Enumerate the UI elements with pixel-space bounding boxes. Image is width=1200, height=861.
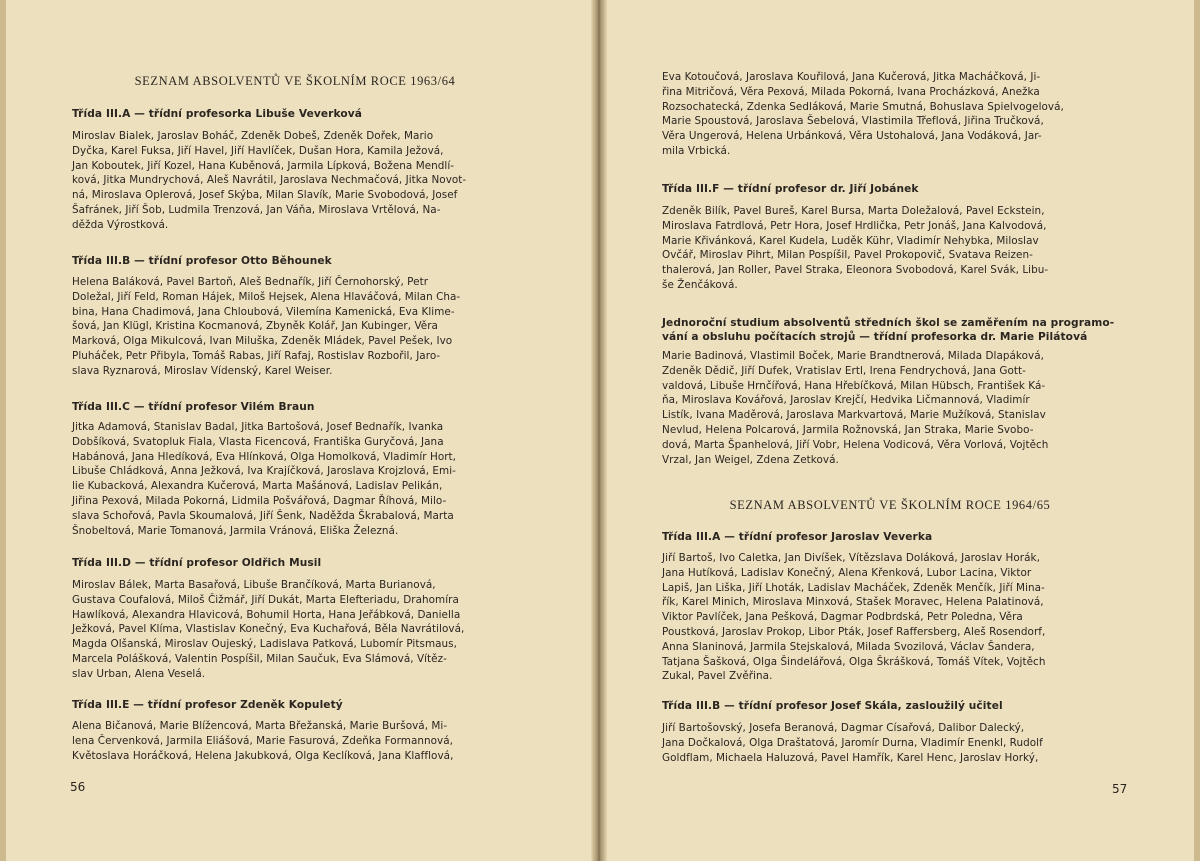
- class-heading-3a-1964: Třída III.A — třídní profesor Jaroslav Veverka: [662, 531, 933, 543]
- left-page: [0, 0, 597, 861]
- book-gutter: [591, 0, 607, 861]
- section-title-1964-65: SEZNAM ABSOLVENTŮ VE ŠKOLNÍM ROCE 1964/65: [729, 498, 1051, 512]
- right-page: [600, 0, 1200, 861]
- student-list-3c: Jitka Adamová, Stanislav Badal, Jitka Bartošová, Josef Bednařík, Ivanka Dobšíková, Svatopluk Fiala, Vlasta Ficencová, Františka Guryčová, Jana Habánová, Jana Hledíková, Eva Hlínková, Olga Homolková, Vladimír Hort, Libuše Chládková, Anna Ježková, Iva Krajíčková, Jaroslava Krojzlová, Emi- lie Kubacková, Alexandra Kučerová, Marta Mašánová, Ladislav Pelikán, Jiřina Pexová, Milada Pokorná, Lidmila Pošvářová, Dagmar Říhová, Milo- slava Schořová, Pavla Skoumalová, Jiří Šenk, Naděžda Škrabalová, Marta Šnobeltová, Marie Tomanová, Jarmila Vránová, Eliška Železná.: [72, 421, 457, 537]
- page-number-left: 56: [70, 780, 86, 794]
- class-heading-3f: Třída III.F — třídní profesor dr. Jiří Jobánek: [662, 183, 919, 195]
- left-page-edge: [0, 0, 6, 861]
- class-heading-3b-1964: Třída III.B — třídní profesor Josef Skála, zasloužilý učitel: [662, 700, 1003, 712]
- student-list-3d: Miroslav Bálek, Marta Basařová, Libuše Brančíková, Marta Burianová, Gustava Coufalová, Miloš Čižmář, Jiří Dukát, Marta Elefteriadu, Drahomíra Hawlíková, Alexandra Hlavicová, Bohumil Horta, Hana Jeřábková, Daniella Ježková, Pavel Klíma, Vlastislav Konečný, Eva Kuchařová, Běla Navrátilová, Magda Olšanská, Miroslav Oujeský, Ladislava Patková, Lubomír Pitsmaus, Marcela Polášková, Valentin Pospíšil, Milan Saučuk, Eva Slámová, Vítěz- slav Urban, Alena Veselá.: [72, 579, 465, 680]
- section-title-1963-64: SEZNAM ABSOLVENTŮ VE ŠKOLNÍM ROCE 1963/64: [134, 74, 456, 88]
- student-list-3f: Zdeněk Bilík, Pavel Bureš, Karel Bursa, Marta Doležalová, Pavel Eckstein, Miroslava Fatrdlová, Petr Hora, Josef Hrdlička, Petr Jonáš, Jana Kalvodová, Marie Křivánková, Karel Kudela, Luděk Kühr, Vladimír Nehybka, Miloslav Ovčář, Miroslav Pihrt, Milan Pospíšil, Pavel Prokopovič, Svatava Reizen- thalerová, Jan Roller, Pavel Straka, Eleonora Svobodová, Karel Svák, Libu- še Ženčáková.: [662, 205, 1049, 291]
- class-heading-3e: Třída III.E — třídní profesor Zdeněk Kopuletý: [72, 699, 343, 711]
- class-heading-3d: Třída III.D — třídní profesor Oldřich Musil: [72, 557, 322, 569]
- class-heading-one-year-study: Jednoroční studium absolventů středních škol se zaměřením na programo- vání a obsluhu počítacích strojů — třídní profesorka dr. Marie Pilátová: [662, 317, 1115, 343]
- right-page-edge: [1194, 0, 1200, 861]
- student-list-one-year-study: Marie Badinová, Vlastimil Boček, Marie Brandtnerová, Milada Dlapáková, Zdeněk Dědič, Jiří Dufek, Vratislav Ertl, Irena Fendrychová, Jana Gott- valdová, Libuše Hrnčířová, Hana Hřebíčková, Milan Hübsch, František Ká- ňa, Miroslava Kovářová, Jaroslav Krejčí, Hedvika Ličmannová, Vladimír Listík, Ivana Maděrová, Jaroslava Markvartová, Marie Mužíková, Stanislav Nevlud, Helena Polcarová, Jarmila Rožnovská, Jan Straka, Marie Svobo- dová, Marta Španhelová, Jiří Vobr, Helena Vodicová, Věra Vorlová, Vojtěch Vrzal, Jan Weigel, Zdena Zetková.: [662, 350, 1049, 466]
- student-list-3b-1964: Jiří Bartošovský, Josefa Beranová, Dagmar Císařová, Dalibor Dalecký, Jana Dočkalová, Olga Draštatová, Jaromír Durna, Vladimír Enenkl, Rudolf Goldflam, Michaela Haluzová, Pavel Hamřík, Karel Henc, Jaroslav Horký,: [662, 722, 1043, 764]
- student-list-3a: Miroslav Bialek, Jaroslav Boháč, Zdeněk Dobeš, Zdeněk Dořek, Mario Dyčka, Karel Fuksa, Jiří Havel, Jiří Havlíček, Dušan Hora, Kamila Ježová, Jan Koboutek, Jiří Kozel, Hana Kuběnová, Jarmila Lípková, Božena Mendlí- ková, Jitka Mundrychová, Aleš Navrátil, Jaroslava Nechmačová, Jitka Novot- ná, Miroslava Oplerová, Josef Skýba, Milan Slavík, Marie Svobodová, Josef Šafránek, Jiří Šob, Ludmila Trenzová, Jan Váňa, Miroslava Vrtělová, Na- děžda Výrostková.: [72, 130, 467, 231]
- student-list-3a-1964: Jiří Bartoš, Ivo Caletka, Jan Divíšek, Vítězslava Doláková, Jaroslav Horák, Jana Hutíková, Ladislav Konečný, Alena Křenková, Lubor Lacina, Viktor Lapiš, Jan Liška, Jiří Lhoták, Ladislav Macháček, Zdeněk Menčík, Jiří Mina- řík, Karel Minich, Miroslava Minxová, Stašek Moravec, Helena Palatinová, Viktor Pavlíček, Jana Pešková, Dagmar Podbrdská, Petr Poledna, Věra Poustková, Jaroslav Prokop, Libor Pták, Josef Raffersberg, Aleš Rosendorf, Anna Slaninová, Jarmila Stejskalová, Milada Svozilová, Václav Šandera, Tatjana Šašková, Olga Šindelářová, Olga Škrášková, Tomáš Vítek, Vojtěch Zukal, Pavel Zvěřina.: [662, 552, 1046, 683]
- page-number-right: 57: [1112, 782, 1128, 796]
- class-heading-3c: Třída III.C — třídní profesor Vilém Braun: [72, 401, 315, 413]
- class-heading-3a: Třída III.A — třídní profesorka Libuše Veverková: [72, 108, 362, 120]
- class-heading-3b: Třída III.B — třídní profesor Otto Běhounek: [72, 255, 332, 267]
- student-list-3e: Alena Bičanová, Marie Blížencová, Marta Břežanská, Marie Buršová, Mi- lena Červenková, Jarmila Eliášová, Marie Fasurová, Zdeňka Formannová, Květoslava Horáčková, Helena Jakubková, Olga Keclíková, Jana Klafflová,: [72, 720, 454, 762]
- student-list-3e-continued: Eva Kotoučová, Jaroslava Kouřilová, Jana Kučerová, Jitka Macháčková, Ji- řina Mitričová, Věra Pexová, Milada Pokorná, Ivana Procházková, Anežka Rozsochatecká, Zdenka Sedláková, Marie Smutná, Bohuslava Spielvogelová, Marie Spoustová, Jaroslava Šebelová, Vlastimila Třeflová, Jiřina Tručková, Věra Ungerová, Helena Urbánková, Věra Ustohalová, Jana Vodáková, Jar- mila Vrbická.: [662, 71, 1064, 157]
- student-list-3b: Helena Baláková, Pavel Bartoň, Aleš Bednařík, Jiří Černohorský, Petr Doležal, Jiří Feld, Roman Hájek, Miloš Hejsek, Alena Hlaváčová, Milan Cha- bina, Hana Chadimová, Jana Chloubová, Vilemína Kamenická, Eva Klime- šová, Jan Klügl, Kristina Kocmanová, Zbyněk Kolář, Jan Kubinger, Věra Marková, Olga Mikulcová, Ivan Miluška, Zdeněk Mládek, Pavel Pešek, Ivo Pluháček, Petr Přibyla, Tomáš Rabas, Jiří Rafaj, Rostislav Rozbořil, Jaro- slava Ryznarová, Miroslav Vídenský, Karel Weiser.: [72, 276, 461, 377]
